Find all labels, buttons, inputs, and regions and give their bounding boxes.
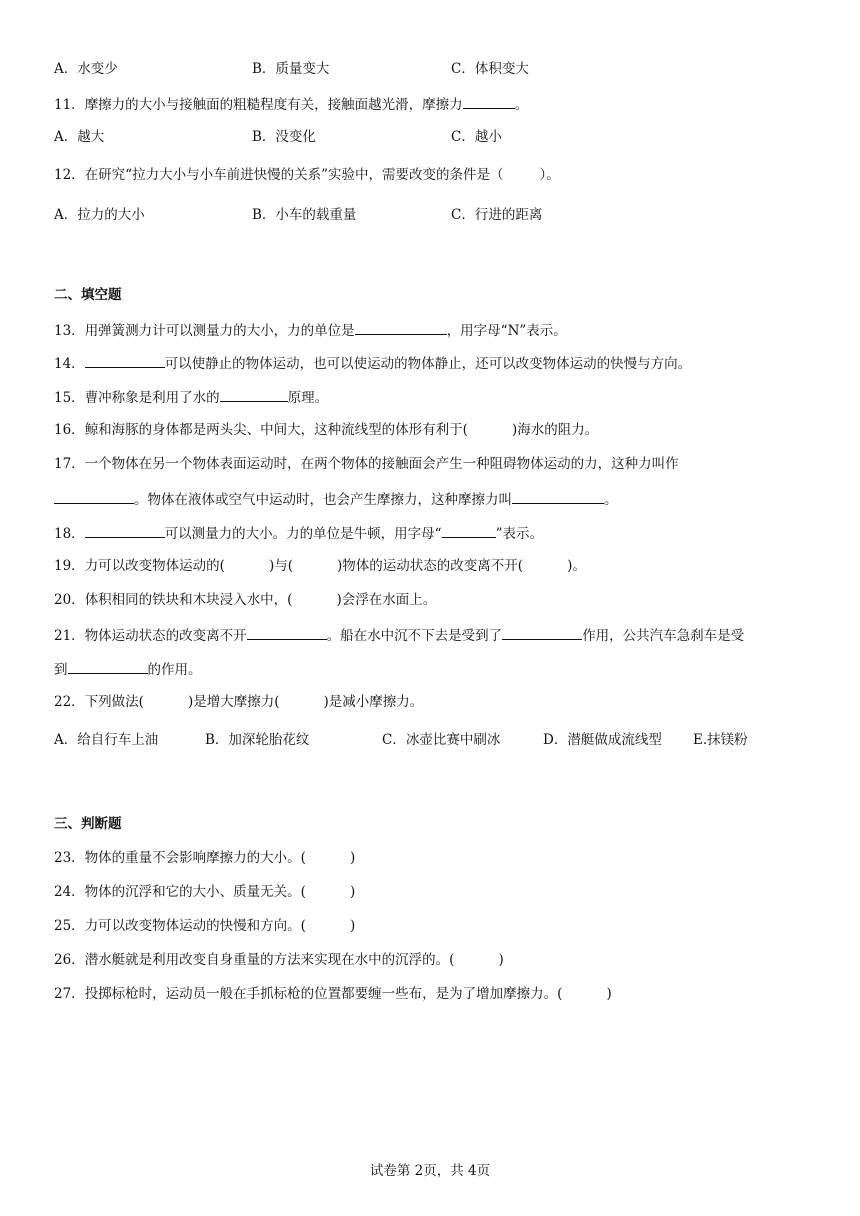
q17-blank-2 (512, 489, 604, 504)
q12-option-c: C．行进的距离 (451, 207, 543, 223)
q24-number: 24． (54, 884, 85, 900)
q19-number: 19． (54, 558, 85, 574)
q23-close: ) (349, 850, 356, 866)
q27-number: 27． (54, 986, 85, 1002)
q22-option-e: E.抹镁粉 (693, 732, 748, 748)
q21-text-4: 到 (54, 662, 68, 678)
question-17-line-2 (54, 489, 618, 509)
q25-number: 25． (54, 918, 85, 934)
q25-close: ) (349, 918, 356, 934)
q21-blank-3 (68, 659, 148, 674)
q21-text-3: 作用，公共汽车急刹车是受 (582, 628, 745, 644)
question-19 (54, 557, 586, 575)
q14-number: 14． (54, 356, 85, 372)
question-25 (54, 917, 355, 935)
page-footer: 试卷第 2页，共 4页 (369, 1163, 491, 1179)
section-title-fill-in: 二、填空题 (54, 287, 122, 303)
question-21-line-2 (54, 659, 202, 679)
section-title-true-false: 三、判断题 (54, 816, 122, 832)
q22-text-end: )是减小摩擦力。 (323, 694, 424, 710)
q26-text: 潜水艇就是利用改变自身重量的方法来实现在水中的沉浮的。( (84, 952, 455, 968)
question-22 (54, 693, 423, 711)
q21-blank-2 (502, 625, 582, 640)
q22-text: 下列做法( (84, 694, 144, 710)
question-17-line-1 (54, 455, 679, 473)
q27-close: ) (606, 986, 612, 1002)
q24-close: ) (349, 884, 356, 900)
question-18 (54, 523, 543, 543)
q17-blank-1 (54, 489, 134, 504)
q12-option-a: A．拉力的大小 (54, 207, 145, 223)
q13-number: 13． (54, 323, 85, 339)
q15-blank (220, 387, 288, 402)
q13-text: 用弹簧测力计可以测量力的大小，力的单位是 (84, 323, 355, 339)
question-12 (54, 166, 560, 184)
q21-text-2: 。船在水中沉不下去是受到了 (326, 628, 503, 644)
q16-text-end: )海水的阻力。 (511, 422, 599, 438)
q23-number: 23． (54, 850, 85, 866)
question-20 (54, 591, 436, 609)
q15-text: 曹冲称象是利用了水的 (84, 390, 220, 406)
q19-text-end: )。 (567, 558, 586, 574)
q27-text: 投掷标枪时，运动员一般在手抓标枪的位置都要缠一些布，是为了增加摩擦力。( (84, 986, 563, 1002)
q21-text-end: 的作用。 (147, 662, 202, 678)
question-21-line-1 (54, 625, 744, 645)
q22-text-2: )是增大摩擦力( (187, 694, 280, 710)
q13-text-end: ，用字母“N”表示。 (446, 323, 567, 339)
q11-number: 11． (54, 97, 85, 113)
q11-option-a: A．越大 (54, 129, 105, 145)
q11-blank (463, 94, 515, 109)
q15-number: 15． (54, 390, 85, 406)
q16-number: 16． (54, 422, 85, 438)
q20-text: 体积相同的铁块和木块浸入水中，( (84, 592, 293, 608)
q10-option-a: A．水变少 (54, 61, 118, 77)
q17-text-mid: 。物体在液体或空气中运动时，也会产生摩擦力，这种摩擦力叫 (134, 492, 512, 508)
q10-option-c: C．体积变大 (451, 61, 529, 77)
q25-text: 力可以改变物体运动的快慢和方向。( (84, 918, 306, 934)
q22-number: 22． (54, 694, 85, 710)
q11-option-b: B．没变化 (252, 129, 316, 145)
q18-text-end: ”表示。 (495, 526, 543, 542)
q20-text-end: )会浮在水面上。 (336, 592, 437, 608)
q19-text-2: )与( (268, 558, 294, 574)
q11-text-end: 。 (514, 97, 529, 113)
question-23 (54, 849, 355, 867)
q26-number: 26． (54, 952, 85, 968)
question-11 (54, 94, 528, 114)
q19-text: 力可以改变物体运动的( (84, 558, 225, 574)
q24-text: 物体的沉浮和它的大小、质量无关。( (84, 884, 306, 900)
q22-option-c: C．冰壶比赛中刷冰 (382, 732, 501, 748)
q13-blank (355, 320, 447, 335)
q10-option-b: B．质量变大 (252, 61, 330, 77)
q26-close: ) (498, 952, 504, 968)
q22-option-a: A．给自行车上油 (54, 732, 159, 748)
q11-option-c: C．越小 (451, 129, 502, 145)
q12-option-b: B．小车的载重量 (252, 207, 357, 223)
q18-blank-1 (85, 523, 165, 538)
q17-text-end: 。 (604, 492, 618, 508)
q21-blank-1 (247, 625, 327, 640)
q15-text-end: 原理。 (287, 390, 329, 406)
q18-blank-2 (442, 523, 496, 538)
q16-text: 鲸和海豚的身体都是两头尖、中间大，这种流线型的体形有利于( (84, 422, 468, 438)
question-14 (54, 353, 691, 373)
question-26 (54, 951, 504, 969)
q14-text: 可以使静止的物体运动，也可以使运动的物体静止，还可以改变物体运动的快慢与方向。 (164, 356, 692, 372)
q20-number: 20． (54, 592, 85, 608)
q18-number: 18． (54, 526, 85, 542)
question-24 (54, 883, 355, 901)
q23-text: 物体的重量不会影响摩擦力的大小。( (84, 850, 306, 866)
q19-text-3: )物体的运动状态的改变离不开( (337, 558, 524, 574)
q21-text: 物体运动状态的改变离不开 (84, 628, 247, 644)
question-27 (54, 985, 612, 1003)
q18-text: 可以测量力的大小。力的单位是牛顿，用字母“ (164, 526, 442, 542)
q12-text: 在研究“拉力大小与小车前进快慢的关系”实验中，需要改变的条件是（ (84, 167, 504, 183)
q12-number: 12． (54, 167, 85, 183)
q17-text: 一个物体在另一个物体表面运动时，在两个物体的接触面会产生一种阻碍物体运动的力，这种力叫作 (84, 456, 679, 472)
q22-option-b: B．加深轮胎花纹 (205, 732, 310, 748)
q17-number: 17． (54, 456, 85, 472)
q11-text: 摩擦力的大小与接触面的粗糙程度有关，接触面越光滑，摩擦力 (84, 97, 463, 113)
q14-blank (85, 353, 165, 368)
q21-number: 21． (54, 628, 85, 644)
question-16 (54, 421, 598, 439)
question-15 (54, 387, 328, 407)
q12-text-end: ）。 (539, 167, 560, 183)
question-13 (54, 320, 567, 340)
q22-option-d: D．潜艇做成流线型 (543, 732, 662, 748)
